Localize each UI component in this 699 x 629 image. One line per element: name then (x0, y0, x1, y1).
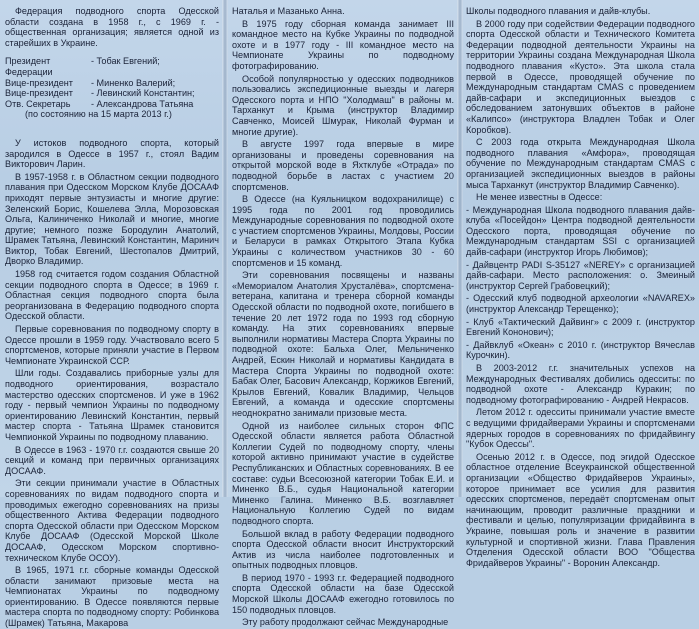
history-paragraph: Одной из наиболее сильных сторон ФПС Одесской области является работа Областной Коллегии Судей по подводному спорту, члены которой активно принимают участие в судействе Республиканских и Областных соревнованиях. В ее составе: судьи Всесоюзной категории Тобак Е.И. и Миненко В.Б., судья Национальной категории Миненко Галина. Миненко В.Б. возглавляет Национальную Коллегию Судей по видам подводного спорта. (232, 420, 454, 526)
history-paragraph: В Одессе в 1963 - 1970 г.г. создаются свыше 20 секций и команд при первичных организациях ДОСААФ. (5, 444, 219, 476)
history-paragraph: В 1965, 1971 г.г. сборные команды Одесской области занимают призовые места на Чемпионатах Украины по подводному ориентированию. В Одессе появляются первые мастера спорта по подводному спорту: Робинкова (Шрамек) Татьяна, Макарова (5, 565, 219, 629)
history-paragraph: Шли годы. Создавались приборные узлы для подводного ориентирования, возрастало мастерство одесских спортсменов. И уже в 1962 году - первый чемпион Украины по подводному ориентированию Левинский Константин, первый мастер спорта - Татьяна Шрамек становится Чемпионкой Украины по подводному плаванию. (5, 368, 219, 442)
officer-row (5, 78, 219, 89)
history-paragraph: 1958 год считается годом создания Областной секции подводного спорта в Одессе; в 1969 г. Областная секция подводного спорта была реорганизована в Федерацию подводного спорта Одесской области. (5, 269, 219, 322)
club-list-item: - Одесский клуб подводной археологии «NAVAREX» (инструктор Александр Терещенко); (466, 293, 695, 315)
officer-row (5, 56, 219, 77)
club-list-item: - Международная Школа подводного плавания дайв-клуба «Посейдон» Центра подводной деятельности Одесского порта, проводящая обучение по Международным стандартам SSI с организацией дайв-сафари (инструктор Игорь Любимов); (466, 204, 695, 258)
club-list-item: - Дайвцентр PADI S-35127 «NEREY» с организацией дайв-сафари. Место расположения: о. Змеиный (инструктор Сергей Грабовецкий); (466, 259, 695, 291)
history-paragraph: Не менее известны в Одессе: (476, 192, 603, 203)
history-paragraph: Осенью 2012 г. в Одессе, под эгидой Одесское областное отделение Всеукраинской общественной организации «Общество Фридайверов Украины», которое принимает все усилия для развития одесских спортсменов, передаёт спортсменам опыт начинающим, проводит различные праздники и фестивали и целью, популяризации фридайвинга в Украине, повышая роль и значение в развитии культурной и спортивной жизни. Глава Правления Отделения Одесской области ВОО "Общества Фридайверов Украины" - Воронин Александр. (466, 451, 695, 568)
history-paragraph: Особой популярностью у одесских подводников пользовались экспедиционные выезды и лагеря Одесского порта и НПО "Холодмаш" в районы м. Тарханкут и Крыма (инструктор Владимир Савченко, Моисей Шмурак, Николай Фурман и многие другие). (232, 73, 454, 137)
officer-name: - Левинский Константин; (91, 88, 195, 99)
spacer (5, 130, 219, 138)
page-fold (222, 0, 228, 497)
history-paragraph: Эту работу продолжают сейчас Международные (242, 617, 449, 628)
history-paragraph: В 1975 году сборная команда занимает III командное место на Кубке Украины по подводной охоте и в 1977 году - III командное место на Чемпионате Украины по подводному фотографированию. (232, 18, 454, 71)
history-paragraph: Эти секции принимали участие в Областных соревнованиях по видам подводного спорта и проводимых ежегодно соревнованиях на призы общественного Актива Федерации подводного спорта Одесской области при Одесском Морском Клубе ДОСААФ (Одесской Морской Школе ДОСААФ, Одесском Морском спортивно-техническом Клубе ОСОУ). (5, 478, 219, 563)
history-paragraph: В 1957-1958 г. в Областном секции подводного плавания при Одесском Морском Клубе ДОСААФ приходят первые энтузиасты и многие другие: Зеленский Борис, Кошелева Элла, Морозовская Ольга, Калиниченко Николай и многие, многие другие; немного позже Бородулин Анатолий, Шрамек Татьяна, Левинский Константин, Маринич Виктор, Тобак Евгений, Шестопалов Дмитрий, Дворко Владимир. (5, 171, 219, 267)
officer-name: - Александрова Татьяна (91, 98, 194, 109)
history-paragraph: В 2000 году при содействии Федерации подводного спорта Одесской области и Технического Комитета Федерации подводной деятельности Украины на территории Украины создана Международная Школа подводного плавания «Кусто». Эта школа стала первой в Одессе, проводящей обучение по Международным стандартам CMAS с проведением дайв-сафари и экспедиционных выездов с обследованием затонувших объектов в районе «Калипсо» (инструктора Владлен Тобак и Олег Коробков). (466, 18, 695, 135)
history-paragraph: Первые соревнования по подводному спорту в Одессе прошли в 1959 году. Участвовало всего 5 спортсменов, которые приняли участие в Первом Чемпионате Украинской ССР. (5, 324, 219, 366)
history-paragraph: Большой вклад в работу Федерации подводного спорта Одесской области вносит Инструкторский Актив из числа наиболее подготовленных и опытных подводных пловцов. (232, 528, 454, 571)
club-list-item: - Клуб «Тактический Дайвинг» с 2009 г. (инструктор Евгений Кононович); (466, 316, 695, 338)
officer-row (5, 99, 219, 110)
officer-role: Вице-президент (5, 88, 73, 99)
history-paragraph: Школы подводного плавания и дайв-клубы. (466, 6, 651, 16)
officer-role: Вице-президент (5, 77, 73, 88)
intro-paragraph: Федерация подводного спорта Одесской области создана в 1958 г., с 1969 г. - общественная организация; является одной из старейших в Украине. (5, 6, 219, 48)
history-paragraph: В период 1970 - 1993 г.г. Федерацией подводного спорта Одесской области на базе Одесской Морской Школы ДОСААФ ежегодно готовилось по 150 подводных пловцов. (232, 572, 454, 615)
history-paragraph: Летом 2012 г. одесситы принимали участие вместе с ведущими фридайверами Украины и спортсменами ядерных городов в соревнованиях по фридайвингу "Кубок Одессы". (466, 407, 695, 450)
officer-name: - Миненко Валерий; (91, 77, 176, 88)
column-left (5, 6, 219, 629)
officer-role: Президент Федерации (5, 56, 53, 77)
officer-role: Отв. Секретарь (5, 98, 71, 109)
column-right (466, 6, 695, 568)
history-paragraph: Наталья и Мазанько Анна. (232, 6, 345, 16)
column-middle (232, 6, 454, 628)
officer-name: - Тобак Евгений; (91, 56, 160, 67)
club-list-item: - Дайвклуб «Океан» с 2010 г. (инструктор Вячеслав Курочкин). (466, 339, 695, 361)
officers-list (5, 56, 219, 120)
officers-date-note: (по состоянию на 15 марта 2013 г.) (25, 109, 172, 120)
page-fold (457, 0, 463, 497)
history-paragraph: В 2003-2012 г.г. значительных успехов на Международных Фестивалях добились одесситы: по подводной охоте - Александр Куракин; по подводному фотографированию - Андрей Некрасов. (466, 363, 695, 405)
officer-row (5, 88, 219, 99)
history-paragraph: У истоков подводного спорта, который зародился в Одессе в 1957 г., стоял Вадим Викторович Ларин. (5, 137, 219, 170)
history-paragraph: Эти соревнования посвящены и названы «Мемориалом Анатолия Хрусталёва», спортсмена-ветерана, капитана и тренера сборной команды Одесской области по подводной охоте, погибшего в течение 20 лет 1972 года по 1993 год сборную команду. На этих соревнованиях впервые выполнили нормативы Мастера Спорта Украины по подводной охоте: Бальха Олег, Мельниченко Андрей, Ескин Николай и нормативы Кандидата в Мастера Спорта Украины по подводной охоте: Бабак Олег, Басович Александр, Коржиков Евгений, Крылов Евгений, Ковалик Владимир, Чельцов Евгений, а команда и одесские спортсмены неоднократно занимали призовые места. (232, 270, 454, 418)
history-paragraph: В Одессе (на Куяльницком водохранилище) с 1995 года по 2001 год проводились Международные соревнования по подводной охоте с участием спортсменов Украины, Молдовы, России и Беларуси в рамках Открытого Этапа Кубка Украины с количеством участников 30 - 60 спортсменов и 15 команд. (232, 194, 454, 268)
history-paragraph: С 2003 года открыта Международная Школа подводного плавания «Амфора», проводящая обучение по Международным стандартам CMAS с организацией экспедиционных выездов в районы мыса Тарханкут (инструктор Владимир Савченко). (466, 137, 695, 190)
history-paragraph: В августе 1997 года впервые в мире организованы и проведены соревнования на открытой морской воде в Яхтклубе «Отрада» по подводной борьбе в ластах с участием 20 спортсменов. (232, 139, 454, 192)
